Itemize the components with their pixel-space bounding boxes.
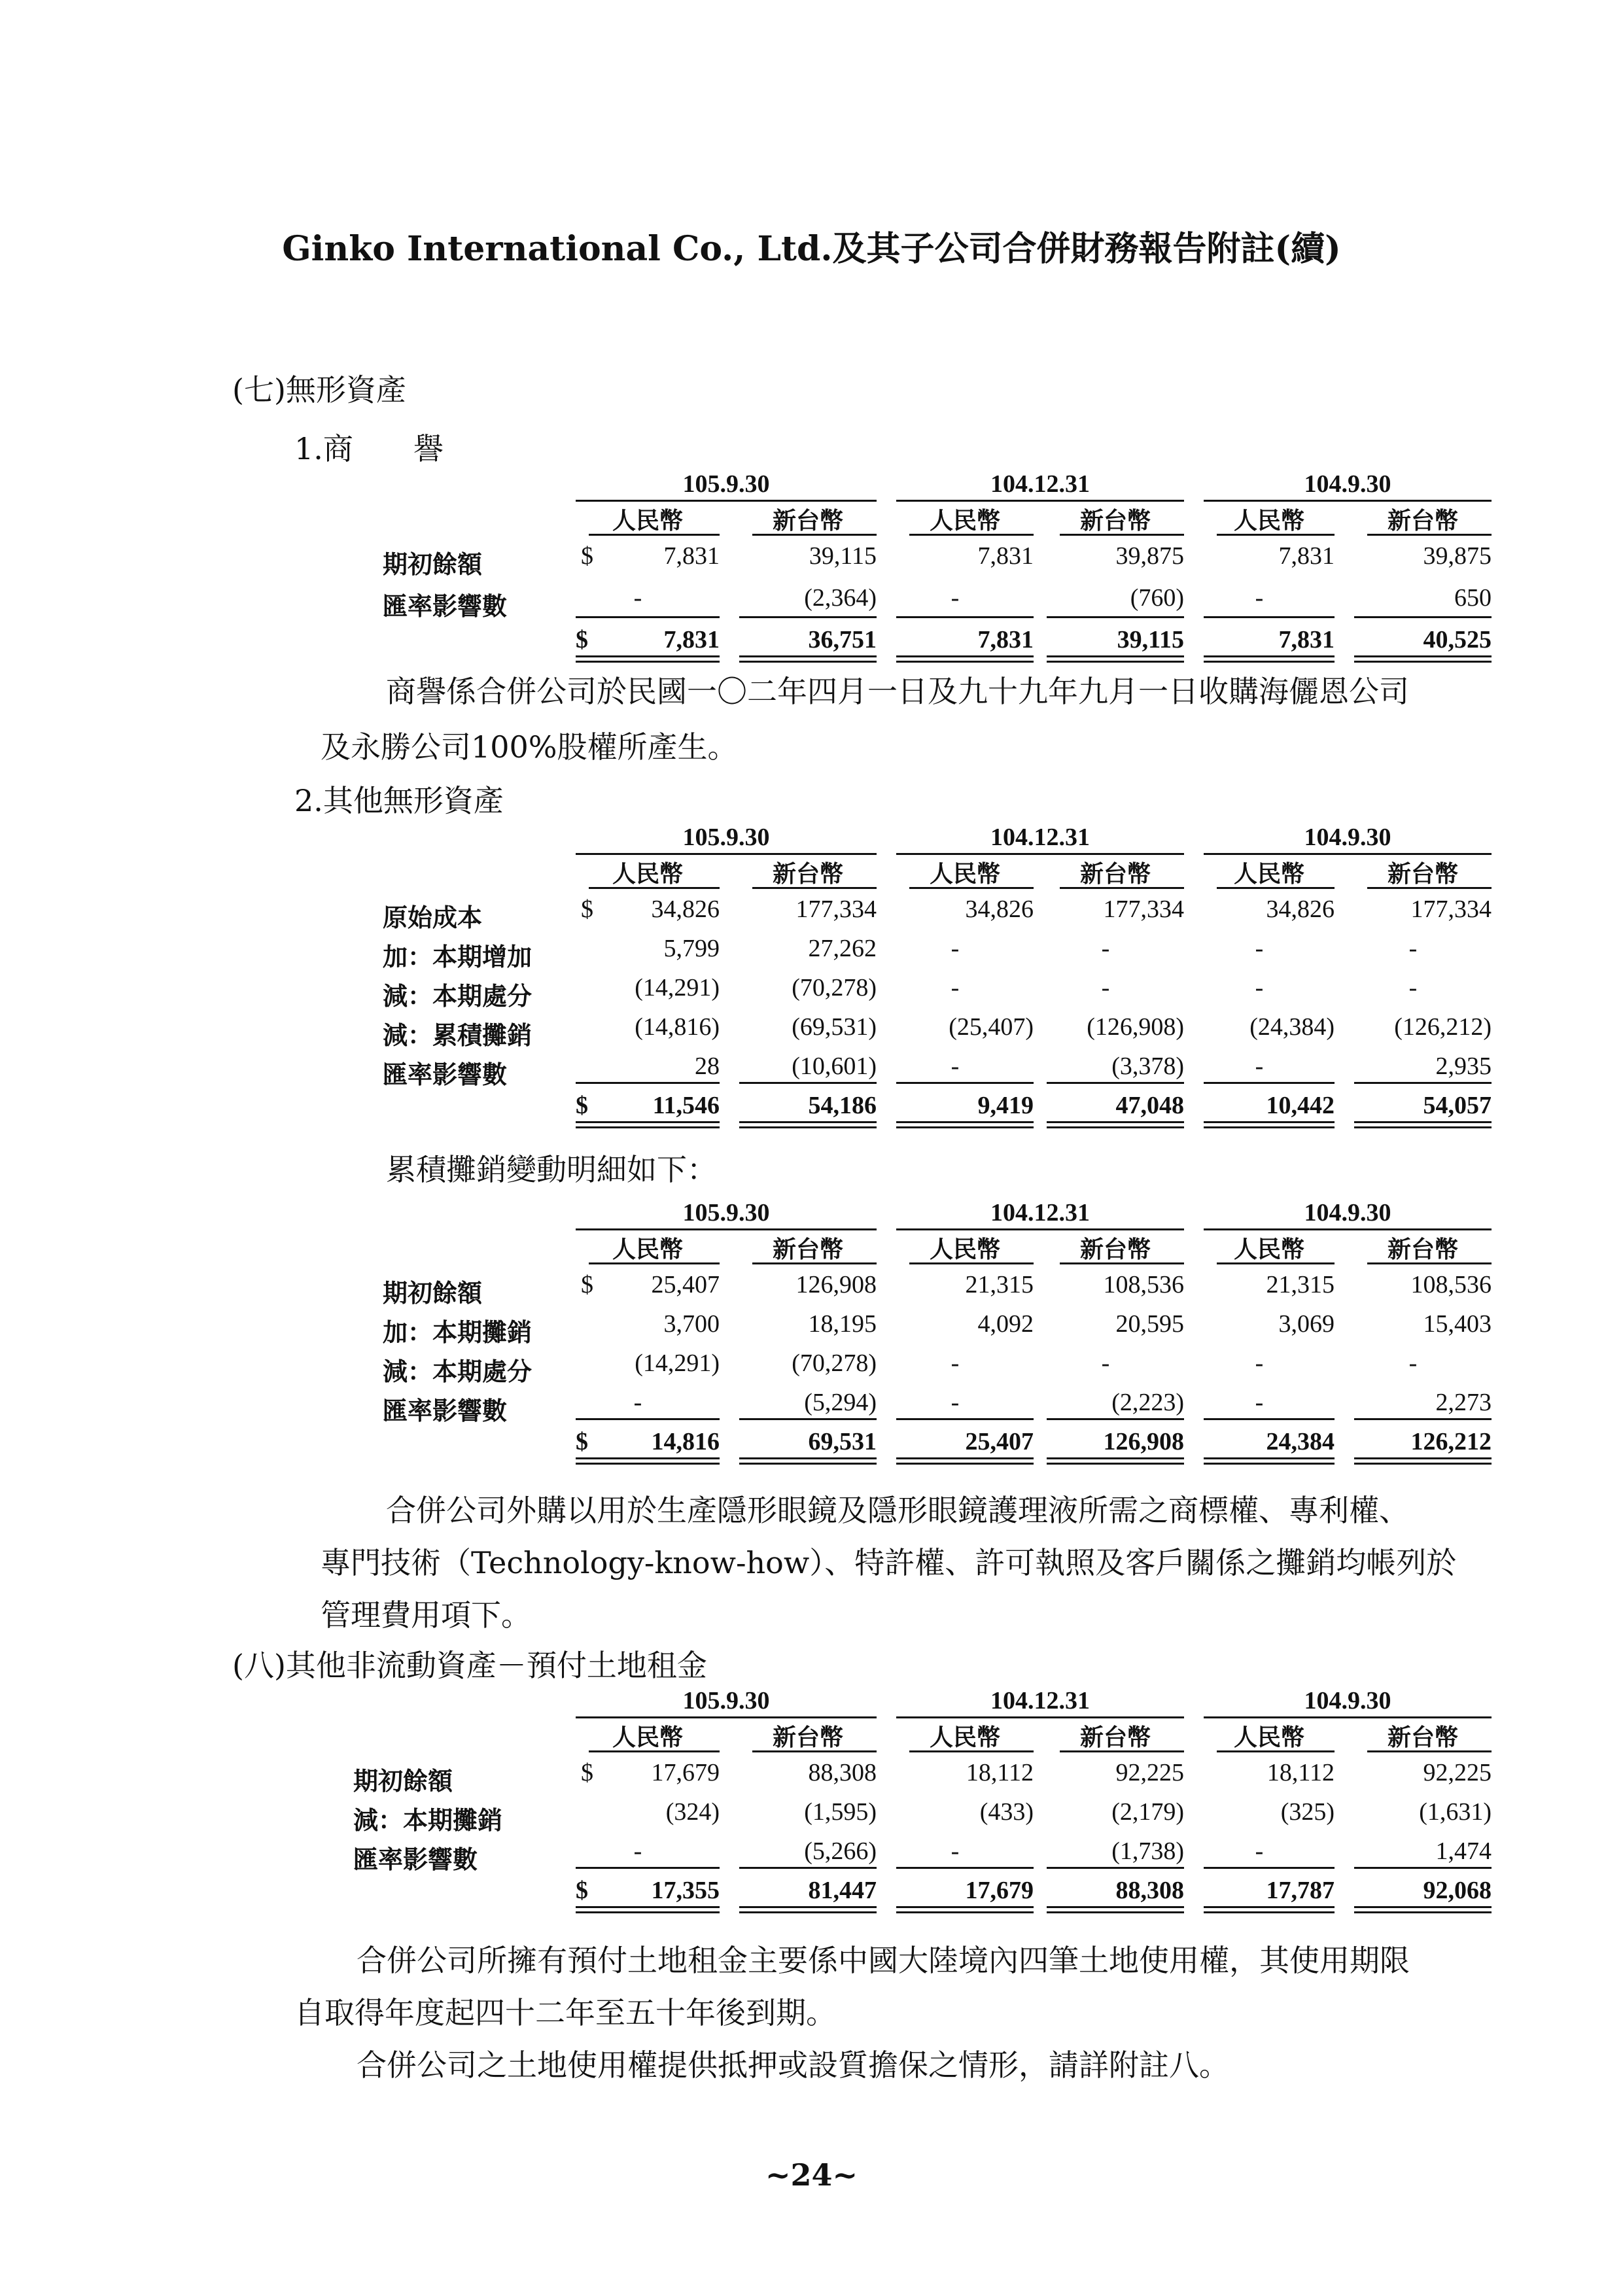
total-double-underline [576, 1463, 720, 1465]
currency-underline [1060, 1262, 1184, 1264]
currency-symbol: $ [581, 542, 593, 570]
total-double-underline [1354, 1463, 1492, 1465]
table-cell: (10,601) [792, 1052, 877, 1080]
currency-header: 新台幣 [1079, 860, 1151, 888]
table-cell: - [951, 1837, 960, 1865]
table-cell: 2,935 [1435, 1052, 1492, 1080]
total-cell: 7,831 [663, 626, 720, 653]
total-double-underline [1354, 1121, 1492, 1123]
table-cell: 34,826 [651, 896, 720, 923]
total-double-underline [739, 655, 877, 657]
subtotal-underline [739, 1082, 877, 1084]
table-cell: (433) [979, 1798, 1034, 1826]
total-double-underline [1204, 655, 1335, 657]
total-double-underline [896, 1126, 1034, 1128]
row-label: 加：本期攤銷 [383, 1317, 532, 1347]
table-cell: - [951, 935, 960, 962]
currency-underline [589, 1262, 720, 1264]
subtotal-underline [739, 1418, 877, 1420]
table-cell: 34,826 [1266, 896, 1335, 923]
currency-header: 人民幣 [1233, 1724, 1304, 1751]
period-underline [896, 500, 1184, 502]
total-double-underline [1204, 1457, 1335, 1459]
table-cell: - [1255, 1052, 1264, 1080]
table-cell: (69,531) [792, 1013, 877, 1041]
currency-header: 新台幣 [1079, 507, 1151, 534]
period-underline [1204, 500, 1492, 502]
page-number: ~24~ [765, 2157, 858, 2193]
total-double-underline [1204, 1126, 1335, 1128]
amortization-heading: 累積攤銷變動明細如下： [386, 1152, 717, 1187]
table-cell: (1,631) [1419, 1798, 1492, 1826]
subtotal-underline [1204, 1418, 1335, 1420]
subtotal-underline [896, 616, 1034, 618]
currency-header: 人民幣 [612, 1236, 683, 1263]
total-double-underline [739, 1463, 877, 1465]
currency-underline [1217, 1262, 1335, 1264]
table-cell: 7,831 [663, 542, 720, 570]
total-cell: 92,068 [1423, 1877, 1492, 1904]
total-cell: 25,407 [965, 1428, 1034, 1455]
table-cell: - [951, 1389, 960, 1416]
table-cell: 5,799 [663, 935, 720, 962]
total-cell: 24,384 [1266, 1428, 1335, 1455]
total-double-underline [576, 1121, 720, 1123]
subtotal-underline [576, 1867, 720, 1869]
table-cell: 177,334 [1103, 896, 1184, 923]
total-double-underline [1204, 1906, 1335, 1908]
period-header: 104.12.31 [990, 470, 1090, 498]
total-double-underline [739, 1911, 877, 1913]
currency-underline [1367, 887, 1492, 889]
currency-underline [909, 1262, 1034, 1264]
subtotal-underline [576, 1418, 720, 1420]
subtotal-underline [1354, 1082, 1492, 1084]
total-double-underline [576, 655, 720, 657]
table-cell: - [951, 974, 960, 1001]
currency-symbol: $ [581, 1271, 593, 1298]
currency-symbol: $ [576, 1092, 588, 1119]
table-cell: - [633, 584, 642, 612]
table-cell: - [1255, 1349, 1264, 1377]
currency-header: 人民幣 [612, 1724, 683, 1751]
table-cell: - [1101, 974, 1110, 1001]
total-cell: 88,308 [1115, 1877, 1184, 1904]
currency-header: 新台幣 [772, 1236, 843, 1263]
table-cell: (2,223) [1111, 1389, 1184, 1416]
currency-header: 人民幣 [929, 1724, 1000, 1751]
table-cell: 3,069 [1278, 1310, 1335, 1338]
table-cell: 108,536 [1410, 1271, 1492, 1298]
total-double-underline [1047, 1126, 1184, 1128]
table-cell: 126,908 [795, 1271, 877, 1298]
table-cell: 2,273 [1435, 1389, 1492, 1416]
total-cell: 54,186 [808, 1092, 877, 1119]
row-label: 期初餘額 [353, 1766, 453, 1796]
period-underline [576, 1716, 877, 1718]
table-cell: 28 [695, 1052, 720, 1080]
section-7-heading: (七)無形資產 [232, 372, 406, 408]
goodwill-note-line-2: 及永勝公司100%股權所產生。 [321, 729, 738, 765]
row-label: 減：本期攤銷 [353, 1805, 503, 1835]
table-cell: - [1255, 584, 1264, 612]
currency-underline [909, 887, 1034, 889]
table-cell: (70,278) [792, 1349, 877, 1377]
table-cell: (325) [1280, 1798, 1335, 1826]
subtotal-underline [896, 1867, 1034, 1869]
table-cell: 39,115 [809, 542, 877, 570]
table-cell: - [951, 584, 960, 612]
total-double-underline [896, 1121, 1034, 1123]
total-cell: 40,525 [1423, 626, 1492, 653]
currency-underline [909, 534, 1034, 536]
subtotal-underline [1354, 616, 1492, 618]
total-double-underline [1047, 1121, 1184, 1123]
table-cell: (1,738) [1111, 1837, 1184, 1865]
total-double-underline [576, 1906, 720, 1908]
period-underline [896, 853, 1184, 855]
currency-header: 人民幣 [1233, 860, 1304, 888]
row-label: 匯率影響數 [383, 591, 508, 621]
goodwill-note-line-1: 商譽係合併公司於民國一〇二年四月一日及九十九年九月一日收購海儷恩公司 [386, 674, 1409, 709]
total-double-underline [576, 1911, 720, 1913]
currency-header: 人民幣 [929, 1236, 1000, 1263]
table-cell: 34,826 [965, 896, 1034, 923]
total-double-underline [739, 1906, 877, 1908]
table-cell: 21,315 [965, 1271, 1034, 1298]
table-cell: 7,831 [1278, 542, 1335, 570]
currency-underline [752, 1262, 877, 1264]
currency-symbol: $ [576, 1428, 588, 1455]
table-cell: (760) [1130, 584, 1184, 612]
total-cell: 81,447 [808, 1877, 877, 1904]
period-header: 104.9.30 [1304, 1687, 1391, 1714]
section-8-heading: (八)其他非流動資產－預付土地租金 [232, 1648, 707, 1683]
period-underline [576, 1228, 877, 1230]
table-cell: 39,875 [1115, 542, 1184, 570]
period-header: 104.9.30 [1304, 1199, 1391, 1226]
table-cell: - [1255, 974, 1264, 1001]
currency-underline [1060, 1750, 1184, 1752]
currency-header: 新台幣 [772, 1724, 843, 1751]
total-double-underline [1047, 1463, 1184, 1465]
table-cell: - [1408, 935, 1418, 962]
table-cell: 177,334 [795, 896, 877, 923]
row-label: 匯率影響數 [353, 1845, 478, 1874]
period-header: 104.12.31 [990, 1199, 1090, 1226]
table-cell: (2,364) [804, 584, 877, 612]
table-cell: (3,378) [1111, 1052, 1184, 1080]
subtotal-underline [576, 1082, 720, 1084]
row-label: 匯率影響數 [383, 1396, 508, 1425]
currency-header: 人民幣 [929, 860, 1000, 888]
period-underline [576, 500, 877, 502]
total-double-underline [576, 1457, 720, 1459]
table-cell: (70,278) [792, 974, 877, 1001]
table-cell: 4,092 [977, 1310, 1034, 1338]
period-underline [1204, 1228, 1492, 1230]
table-cell: (5,294) [804, 1389, 877, 1416]
table-cell: - [951, 1349, 960, 1377]
row-label: 減：本期處分 [383, 1357, 532, 1386]
total-cell: 126,212 [1410, 1428, 1492, 1455]
amortization-note-line-1: 合併公司外購以用於生產隱形眼鏡及隱形眼鏡護理液所需之商標權、專利權、 [386, 1493, 1409, 1528]
currency-underline [589, 1750, 720, 1752]
table-cell: (126,908) [1087, 1013, 1184, 1041]
table-cell: 15,403 [1423, 1310, 1492, 1338]
total-double-underline [896, 655, 1034, 657]
period-header: 105.9.30 [682, 1687, 770, 1714]
total-double-underline [739, 1457, 877, 1459]
table-cell: - [1408, 1349, 1418, 1377]
total-double-underline [896, 1463, 1034, 1465]
table-cell: (14,816) [635, 1013, 720, 1041]
period-underline [1204, 1716, 1492, 1718]
currency-header: 新台幣 [772, 860, 843, 888]
subtotal-underline [1354, 1867, 1492, 1869]
other-intangible-heading: 2.其他無形資產 [294, 783, 504, 818]
subtotal-underline [1047, 1418, 1184, 1420]
currency-header: 新台幣 [1387, 1236, 1458, 1263]
period-header: 105.9.30 [682, 1199, 770, 1226]
table-cell: - [1255, 1389, 1264, 1416]
table-cell: 1,474 [1435, 1837, 1492, 1865]
table-cell: 20,595 [1115, 1310, 1184, 1338]
currency-header: 新台幣 [1387, 507, 1458, 534]
table-cell: 18,112 [1266, 1759, 1335, 1786]
table-cell: - [1101, 1349, 1110, 1377]
total-cell: 47,048 [1115, 1092, 1184, 1119]
total-double-underline [1354, 655, 1492, 657]
table-cell: (14,291) [635, 1349, 720, 1377]
total-cell: 36,751 [808, 626, 877, 653]
currency-header: 新台幣 [1079, 1236, 1151, 1263]
table-cell: - [633, 1389, 642, 1416]
currency-underline [1217, 887, 1335, 889]
currency-header: 人民幣 [612, 507, 683, 534]
subtotal-underline [576, 616, 720, 618]
currency-underline [589, 887, 720, 889]
total-cell: 39,115 [1117, 626, 1184, 653]
total-cell: 54,057 [1423, 1092, 1492, 1119]
table-cell: 92,225 [1115, 1759, 1184, 1786]
period-header: 104.9.30 [1304, 470, 1391, 498]
table-cell: - [1408, 974, 1418, 1001]
table-cell: - [1101, 935, 1110, 962]
table-cell: 39,875 [1423, 542, 1492, 570]
period-underline [896, 1228, 1184, 1230]
table-cell: 25,407 [651, 1271, 720, 1298]
total-double-underline [896, 1911, 1034, 1913]
total-cell: 11,546 [652, 1092, 720, 1119]
total-double-underline [1354, 1126, 1492, 1128]
land-note-line-1: 合併公司所擁有預付土地租金主要係中國大陸境內四筆土地使用權，其使用期限 [357, 1943, 1410, 1978]
table-cell: 92,225 [1423, 1759, 1492, 1786]
table-cell: (324) [665, 1798, 720, 1826]
subtotal-underline [1047, 1867, 1184, 1869]
period-header: 105.9.30 [682, 470, 770, 498]
total-double-underline [1047, 655, 1184, 657]
row-label: 匯率影響數 [383, 1060, 508, 1089]
row-label: 期初餘額 [383, 1278, 483, 1308]
currency-symbol: $ [581, 896, 593, 923]
table-cell: (5,266) [804, 1837, 877, 1865]
table-cell: (126,212) [1394, 1013, 1492, 1041]
row-label: 原始成本 [383, 903, 483, 932]
total-double-underline [1204, 1911, 1335, 1913]
total-cell: 17,355 [651, 1877, 720, 1904]
currency-header: 新台幣 [1387, 1724, 1458, 1751]
land-note-line-2: 自取得年度起四十二年至五十年後到期。 [294, 1995, 836, 2030]
total-double-underline [1354, 1911, 1492, 1913]
currency-underline [909, 1750, 1034, 1752]
total-double-underline [1047, 1911, 1184, 1913]
row-label: 減：本期處分 [383, 981, 532, 1011]
total-cell: 17,679 [965, 1877, 1034, 1904]
table-cell: - [1255, 935, 1264, 962]
currency-underline [1217, 1750, 1335, 1752]
total-double-underline [1204, 1463, 1335, 1465]
total-cell: 9,419 [977, 1092, 1034, 1119]
currency-underline [752, 887, 877, 889]
period-underline [576, 853, 877, 855]
total-cell: 7,831 [1278, 626, 1335, 653]
table-cell: (14,291) [635, 974, 720, 1001]
currency-header: 人民幣 [612, 860, 683, 888]
currency-underline [752, 1750, 877, 1752]
currency-header: 人民幣 [1233, 507, 1304, 534]
row-label: 加：本期增加 [383, 942, 532, 971]
total-cell: 7,831 [977, 626, 1034, 653]
table-cell: - [633, 1837, 642, 1865]
currency-underline [1367, 1750, 1492, 1752]
currency-symbol: $ [576, 626, 588, 653]
period-header: 104.9.30 [1304, 824, 1391, 851]
period-underline [1204, 853, 1492, 855]
currency-header: 人民幣 [1233, 1236, 1304, 1263]
table-cell: 7,831 [977, 542, 1034, 570]
total-cell: 126,908 [1103, 1428, 1184, 1455]
total-double-underline [896, 1906, 1034, 1908]
total-double-underline [576, 1126, 720, 1128]
period-underline [896, 1716, 1184, 1718]
table-cell: 108,536 [1103, 1271, 1184, 1298]
table-cell: - [951, 1052, 960, 1080]
amortization-note-line-3: 管理費用項下。 [321, 1597, 531, 1633]
subtotal-underline [1204, 1867, 1335, 1869]
table-cell: 17,679 [651, 1759, 720, 1786]
land-note-line-3: 合併公司之土地使用權提供抵押或設質擔保之情形，請詳附註八。 [357, 2047, 1229, 2083]
table-cell: (24,384) [1249, 1013, 1335, 1041]
table-cell: 27,262 [808, 935, 877, 962]
table-cell: 18,195 [808, 1310, 877, 1338]
period-header: 105.9.30 [682, 824, 770, 851]
table-cell: 18,112 [966, 1759, 1034, 1786]
period-header: 104.12.31 [990, 824, 1090, 851]
currency-underline [1060, 534, 1184, 536]
currency-header: 新台幣 [1387, 860, 1458, 888]
subtotal-underline [1204, 616, 1335, 618]
table-cell: 650 [1454, 584, 1492, 612]
currency-header: 人民幣 [929, 507, 1000, 534]
total-cell: 14,816 [651, 1428, 720, 1455]
total-cell: 17,787 [1266, 1877, 1335, 1904]
total-cell: 10,442 [1266, 1092, 1335, 1119]
total-double-underline [739, 1126, 877, 1128]
table-cell: (25,407) [949, 1013, 1034, 1041]
subtotal-underline [1354, 1418, 1492, 1420]
subtotal-underline [1047, 1082, 1184, 1084]
table-cell: 177,334 [1410, 896, 1492, 923]
period-header: 104.12.31 [990, 1687, 1090, 1714]
subtotal-underline [739, 1867, 877, 1869]
total-double-underline [739, 1121, 877, 1123]
currency-underline [1217, 534, 1335, 536]
table-cell: 88,308 [808, 1759, 877, 1786]
currency-header: 新台幣 [1079, 1724, 1151, 1751]
currency-underline [1060, 887, 1184, 889]
currency-symbol: $ [581, 1759, 593, 1786]
goodwill-heading: 1.商 譽 [294, 431, 444, 466]
total-double-underline [1047, 1906, 1184, 1908]
row-label: 期初餘額 [383, 549, 483, 579]
subtotal-underline [739, 616, 877, 618]
table-cell: 3,700 [663, 1310, 720, 1338]
table-cell: - [1255, 1837, 1264, 1865]
row-label: 減：累積攤銷 [383, 1020, 532, 1050]
currency-symbol: $ [576, 1877, 588, 1904]
currency-underline [589, 534, 720, 536]
currency-underline [1367, 534, 1492, 536]
currency-underline [752, 534, 877, 536]
total-double-underline [1354, 1906, 1492, 1908]
total-double-underline [896, 1457, 1034, 1459]
table-cell: 21,315 [1266, 1271, 1335, 1298]
subtotal-underline [1047, 616, 1184, 618]
total-double-underline [1354, 1457, 1492, 1459]
currency-underline [1367, 1262, 1492, 1264]
table-cell: (1,595) [804, 1798, 877, 1826]
subtotal-underline [1204, 1082, 1335, 1084]
table-cell: (2,179) [1111, 1798, 1184, 1826]
subtotal-underline [896, 1082, 1034, 1084]
subtotal-underline [896, 1418, 1034, 1420]
currency-header: 新台幣 [772, 507, 843, 534]
total-double-underline [1204, 1121, 1335, 1123]
amortization-note-line-2: 專門技術（Technology-know-how）、特許權、許可執照及客戶關係之攤銷均帳列於 [321, 1545, 1457, 1580]
page-title: Ginko International Co., Ltd.及其子公司合併財務報告附註(續) [282, 229, 1341, 269]
total-double-underline [1047, 1457, 1184, 1459]
total-cell: 69,531 [808, 1428, 877, 1455]
